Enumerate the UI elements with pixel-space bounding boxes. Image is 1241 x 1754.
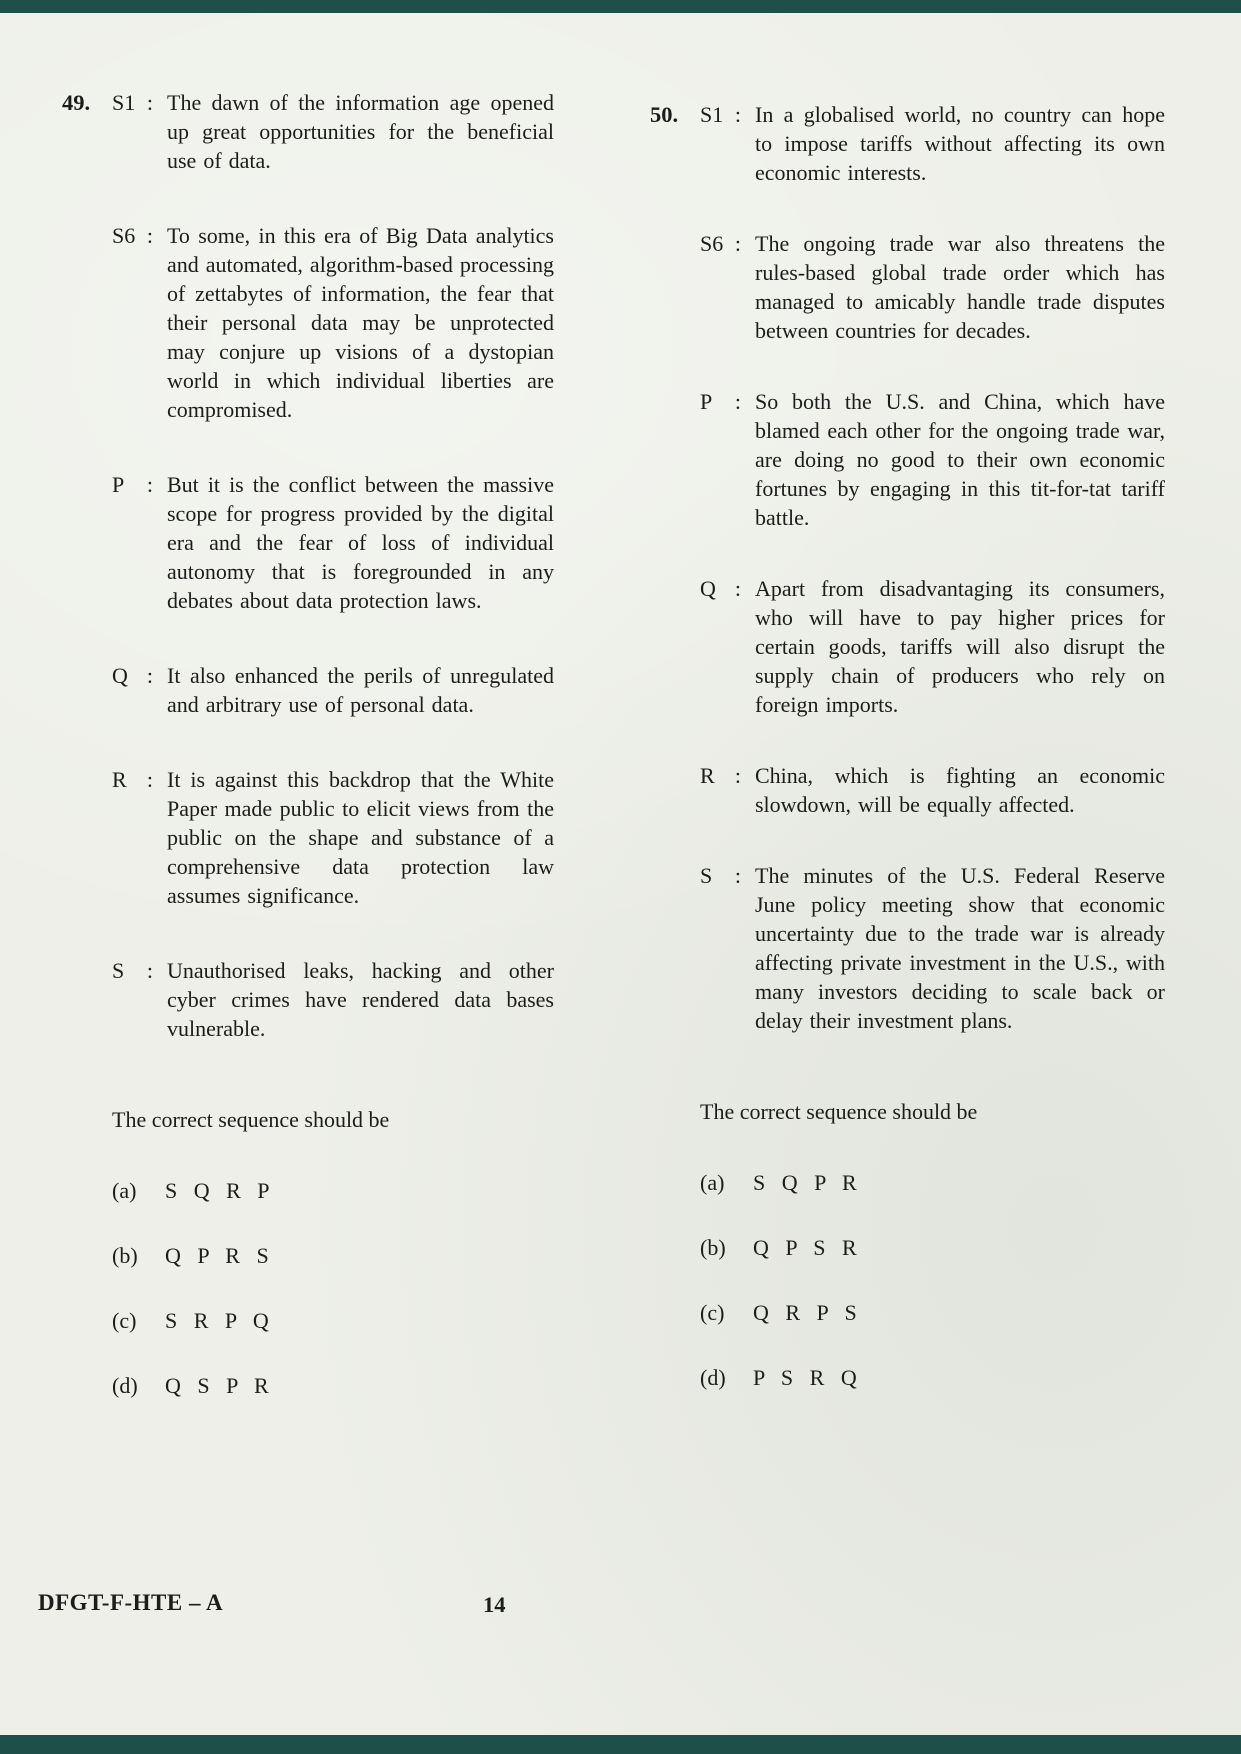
- sentence-label: [700, 761, 741, 819]
- question-50-item-p: [650, 387, 1165, 532]
- option-value: P S R Q: [753, 1365, 858, 1390]
- option-a: [112, 1176, 554, 1205]
- label-colon: :: [734, 231, 741, 256]
- question-number-spacer: [62, 470, 112, 615]
- label-colon: :: [734, 389, 741, 414]
- question-number-spacer: [62, 956, 112, 1043]
- page-number: 14: [483, 1592, 506, 1617]
- sequence-prompt: The correct sequence should be: [112, 1107, 390, 1132]
- sentence-label: [700, 574, 741, 719]
- option-marker: (d): [112, 1373, 138, 1398]
- sentence-label: [112, 661, 153, 719]
- label-colon: :: [146, 767, 153, 792]
- sentence-text: In a globalised world, no country can hope to impose tariffs without affecting its own economic interests.: [755, 102, 1165, 185]
- label-colon: :: [146, 472, 153, 497]
- question-number-spacer: [62, 661, 112, 719]
- sentence-text: Apart from disadvantaging its consumers, who will have to pay higher prices for certain goods, tariffs will also disrupt the supply chain of producers who rely on foreign imports.: [755, 576, 1165, 717]
- sentence-label-text: R: [112, 767, 127, 792]
- question-number: 50.: [650, 102, 679, 127]
- option-value: S Q P R: [753, 1170, 858, 1195]
- option-marker: (b): [112, 1243, 138, 1268]
- option-value: Q R P S: [753, 1300, 858, 1325]
- option-value: Q P R S: [165, 1243, 270, 1268]
- option-value: S Q R P: [165, 1178, 271, 1203]
- two-column-content: [62, 88, 1197, 1436]
- page-bottom-edge-bar: [0, 1735, 1241, 1754]
- booklet-code: DFGT-F-HTE – A: [38, 1590, 224, 1615]
- sentence-label-text: Q: [700, 576, 716, 601]
- sentence-label: [700, 100, 741, 187]
- question-number-spacer: [62, 765, 112, 910]
- option-marker: (c): [700, 1300, 725, 1325]
- label-colon: :: [146, 90, 153, 115]
- sentence-label-text: S1: [700, 102, 724, 127]
- option-d: [700, 1363, 1165, 1392]
- option-c: [112, 1306, 554, 1335]
- label-colon: :: [734, 763, 741, 788]
- question-49-item-s: [62, 956, 554, 1043]
- option-value: Q S P R: [165, 1373, 270, 1398]
- question-50-column: [650, 88, 1165, 1436]
- option-marker: (d): [700, 1365, 726, 1390]
- sentence-label-text: S: [112, 958, 125, 983]
- option-marker: (c): [112, 1308, 137, 1333]
- sentence-label-text: R: [700, 763, 715, 788]
- question-49-item-p: [62, 470, 554, 615]
- sentence-label-text: S6: [700, 231, 724, 256]
- question-number-spacer: [650, 761, 700, 819]
- sentence-label-text: P: [700, 389, 713, 414]
- label-colon: :: [734, 863, 741, 888]
- question-49-item-q: [62, 661, 554, 719]
- sentence-label: [112, 956, 153, 1043]
- label-colon: :: [734, 576, 741, 601]
- sentence-label: [112, 470, 153, 615]
- page-top-edge-bar: [0, 0, 1241, 13]
- option-c: [700, 1298, 1165, 1327]
- question-number-spacer: [650, 861, 700, 1035]
- option-a: [700, 1168, 1165, 1197]
- question-number: 49.: [62, 90, 91, 115]
- sentence-label: [700, 861, 741, 1035]
- option-value: Q P S R: [753, 1235, 858, 1260]
- sentence-label-text: P: [112, 472, 125, 497]
- sequence-prompt: The correct sequence should be: [700, 1099, 978, 1124]
- sentence-text: But it is the conflict between the massive scope for progress provided by the digital era and the fear of loss of individual autonomy that is foregrounded in any debates about data protection laws.: [167, 472, 554, 613]
- sentence-text: The dawn of the information age opened up great opportunities for the beneficial use of data.: [167, 90, 554, 173]
- label-colon: :: [146, 958, 153, 983]
- question-number-spacer: [62, 221, 112, 424]
- label-colon: :: [734, 102, 741, 127]
- sentence-label: [112, 88, 153, 175]
- sentence-label: [700, 229, 741, 345]
- label-colon: :: [146, 663, 153, 688]
- question-number-spacer: [650, 229, 700, 345]
- sentence-text: So both the U.S. and China, which have blamed each other for the ongoing trade war, are doing no good to their own economic fortunes by engaging in this tit-for-tat tariff battle.: [755, 389, 1165, 530]
- option-value: S R P Q: [165, 1308, 270, 1333]
- question-50-item-s: [650, 861, 1165, 1035]
- option-d: [112, 1371, 554, 1400]
- sentence-label-text: S1: [112, 90, 136, 115]
- sentence-text: To some, in this era of Big Data analytics and automated, algorithm-based processing of zettabytes of information, the fear that their personal data may be unprotected may conjure up visions of a dystopian world in which individual liberties are compromised.: [167, 223, 554, 422]
- sentence-label-text: S6: [112, 223, 136, 248]
- option-marker: (a): [700, 1170, 725, 1195]
- sentence-text: China, which is fighting an economic slowdown, will be equally affected.: [755, 763, 1165, 817]
- option-b: [700, 1233, 1165, 1262]
- question-50-item-q: [650, 574, 1165, 719]
- label-colon: :: [146, 223, 153, 248]
- sentence-label-text: Q: [112, 663, 128, 688]
- question-49-item-s1: [62, 88, 554, 175]
- question-number-spacer: [650, 574, 700, 719]
- sentence-label: [700, 387, 741, 532]
- option-marker: (b): [700, 1235, 726, 1260]
- sentence-label: [112, 221, 153, 424]
- question-49-column: [62, 88, 554, 1436]
- sentence-text: It is against this backdrop that the White Paper made public to elicit views from the public on the shape and substance of a comprehensive data protection law assumes significance.: [167, 767, 554, 908]
- sentence-text: Unauthorised leaks, hacking and other cyber crimes have rendered data bases vulnerable.: [167, 958, 554, 1041]
- question-49-item-s6: [62, 221, 554, 424]
- sentence-label-text: S: [700, 863, 713, 888]
- option-marker: (a): [112, 1178, 137, 1203]
- question-50-item-s1: [650, 100, 1165, 187]
- sentence-text: The ongoing trade war also threatens the rules-based global trade order which has managed to amicably handle trade disputes between countries for decades.: [755, 231, 1165, 343]
- sentence-label: [112, 765, 153, 910]
- question-number-spacer: [650, 387, 700, 532]
- question-50-item-s6: [650, 229, 1165, 345]
- sentence-text: It also enhanced the perils of unregulated and arbitrary use of personal data.: [167, 663, 554, 717]
- sentence-text: The minutes of the U.S. Federal Reserve June policy meeting show that economic uncertainty due to the trade war is already affecting private investment in the U.S., with many investors deciding to scale back or delay their investment plans.: [755, 863, 1165, 1033]
- option-b: [112, 1241, 554, 1270]
- question-50-item-r: [650, 761, 1165, 819]
- question-49-item-r: [62, 765, 554, 910]
